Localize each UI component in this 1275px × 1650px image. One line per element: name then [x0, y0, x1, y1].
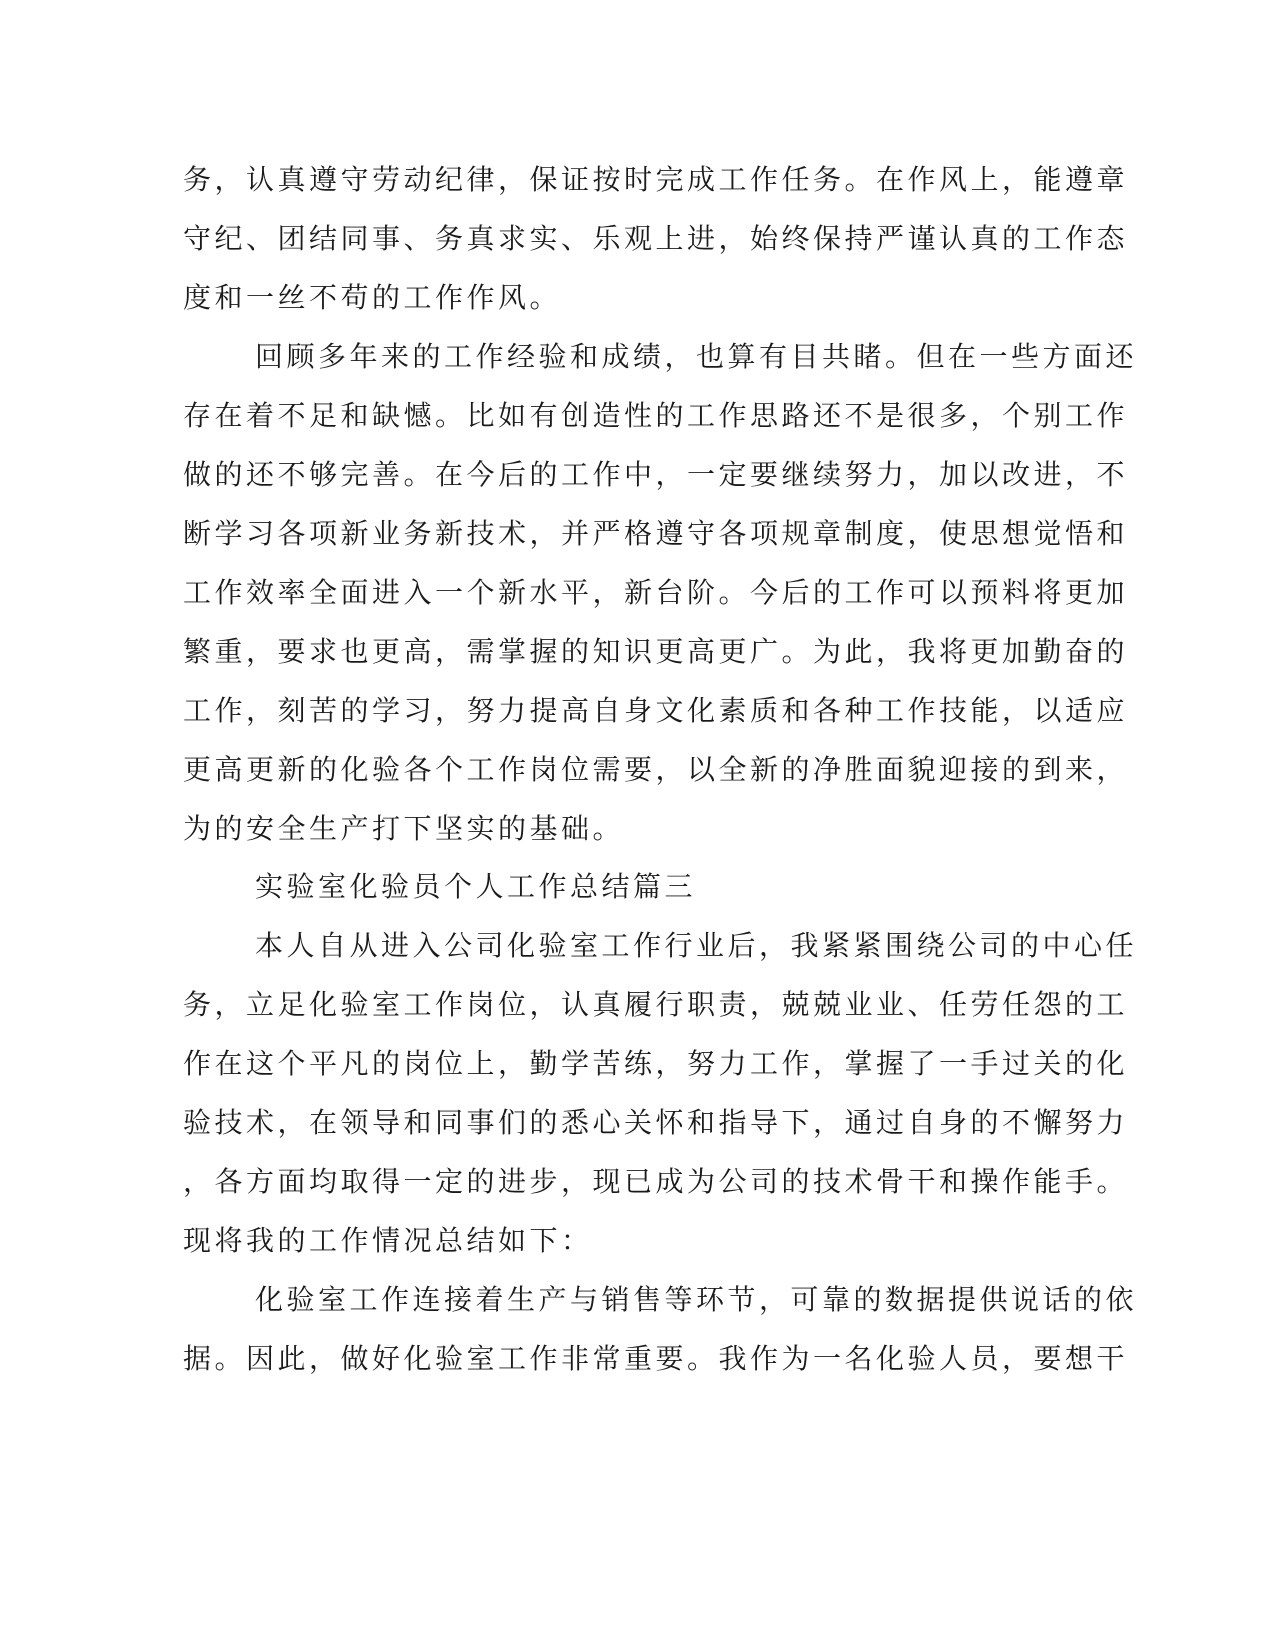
- text-line: ，各方面均取得一定的进步，现已成为公司的技术骨干和操作能手。: [183, 1165, 1129, 1198]
- text-line: 据。因此，做好化验室工作非常重要。我作为一名化验人员，要想干: [183, 1342, 1129, 1375]
- text-line: 守纪、团结同事、务真求实、乐观上进，始终保持严谨认真的工作态: [183, 222, 1129, 255]
- text-line: 度和一丝不苟的工作作风。: [183, 281, 562, 314]
- text-line: 更高更新的化验各个工作岗位需要，以全新的净胜面貌迎接的到来，: [183, 753, 1129, 786]
- text-line: 繁重，要求也更高，需掌握的知识更高更广。为此，我将更加勤奋的: [183, 635, 1129, 668]
- text-line: 验技术，在领导和同事们的悉心关怀和指导下，通过自身的不懈努力: [183, 1106, 1129, 1139]
- text-line: 为的安全生产打下坚实的基础。: [183, 812, 625, 845]
- text-line: 化验室工作连接着生产与销售等环节，可靠的数据提供说话的依: [255, 1283, 1138, 1316]
- text-line: 作在这个平凡的岗位上，勤学苦练，努力工作，掌握了一手过关的化: [183, 1047, 1129, 1080]
- text-line: 务，立足化验室工作岗位，认真履行职责，兢兢业业、任劳任怨的工: [183, 988, 1129, 1021]
- text-line: 务，认真遵守劳动纪律，保证按时完成工作任务。在作风上，能遵章: [183, 163, 1129, 196]
- text-line: 存在着不足和缺憾。比如有创造性的工作思路还不是很多，个别工作: [183, 399, 1129, 432]
- text-line: 做的还不够完善。在今后的工作中，一定要继续努力，加以改进，不: [183, 458, 1129, 491]
- text-line: 现将我的工作情况总结如下：: [183, 1224, 593, 1257]
- text-line: 断学习各项新业务新技术，并严格遵守各项规章制度，使思想觉悟和: [183, 517, 1129, 550]
- text-line: 工作效率全面进入一个新水平，新台阶。今后的工作可以预料将更加: [183, 576, 1129, 609]
- text-line: 本人自从进入公司化验室工作行业后，我紧紧围绕公司的中心任: [255, 929, 1138, 962]
- text-line: 回顾多年来的工作经验和成绩，也算有目共睹。但在一些方面还: [255, 340, 1138, 373]
- section-heading: 实验室化验员个人工作总结篇三: [255, 870, 697, 903]
- text-line: 工作，刻苦的学习，努力提高自身文化素质和各种工作技能，以适应: [183, 694, 1129, 727]
